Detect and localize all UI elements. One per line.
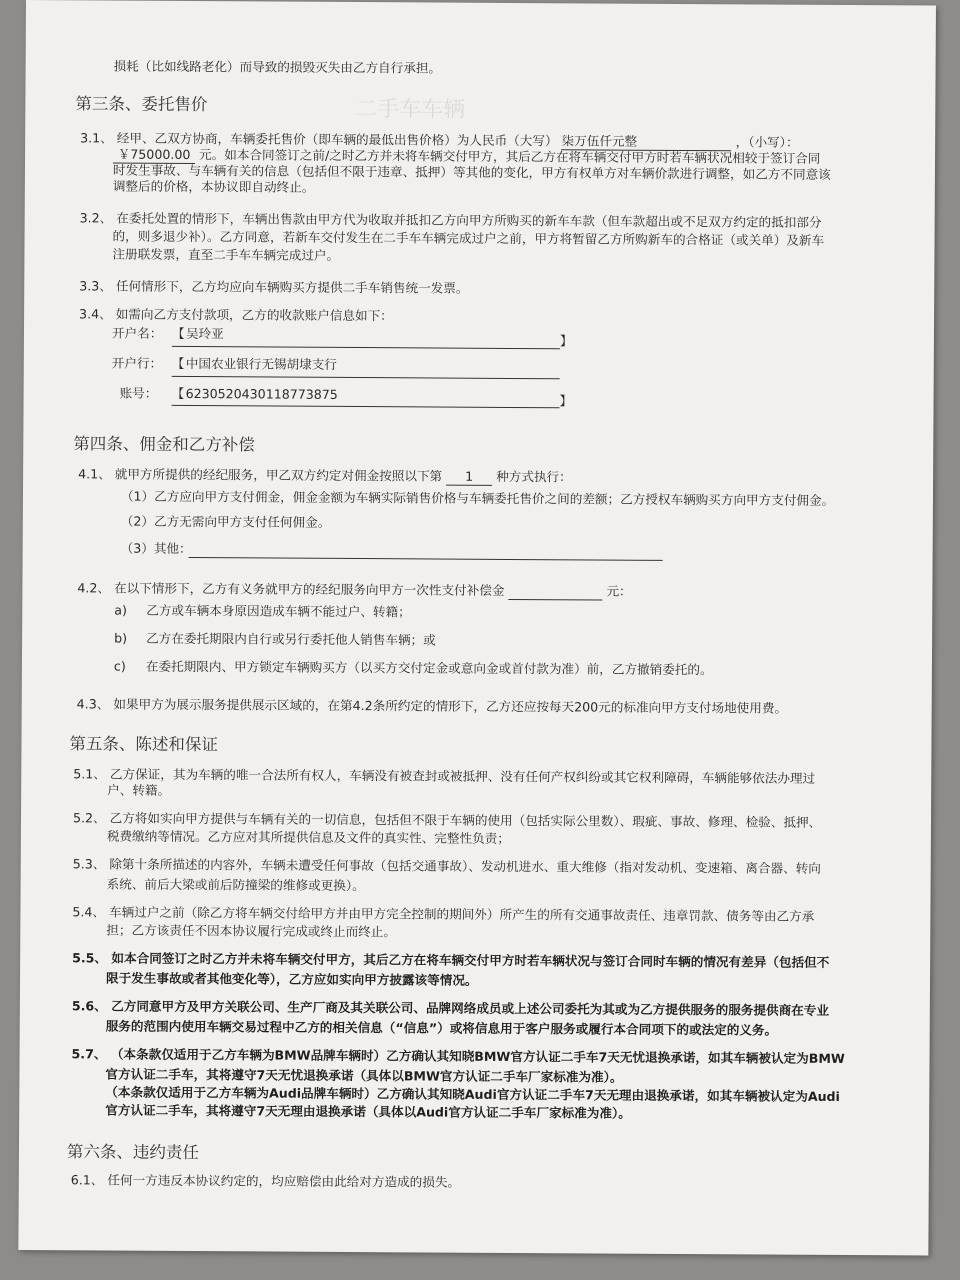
clause-5-4-line-2: 担；乙方该责任不因本协议履行完成或终止而终止。 <box>106 922 397 940</box>
bank-underline <box>172 376 560 379</box>
clause-text: 乙方保证，其为车辆的唯一合法所有权人，车辆没有被查封或被抵押、没有任何产权纠纷或其它权利障碍，车辆能够依法办理过 <box>109 766 816 786</box>
account-no-underline <box>172 405 560 408</box>
item-label: c) <box>113 658 126 674</box>
clause-5-6 <box>72 998 829 1019</box>
commission-method-field[interactable]: 1 <box>446 469 492 486</box>
clause-text: 乙方同意甲方及甲方关联公司、生产厂商及其关联公司、品牌网络成员或上述公司委托为其或为乙方提供服务的服务提供商在专业 <box>111 998 830 1018</box>
account-no-value[interactable]: 6230520430118773875 <box>185 385 338 402</box>
clause-text: 除第十条所描述的内容外，车辆未遭受任何事故（包括交通事故）、发动机进水、重大维修（指对发动机、变速箱、离合器、转向 <box>109 856 821 876</box>
open-bracket: 【 <box>171 355 185 371</box>
clause-text: 在以下情形下，乙方有义务就甲方的经纪服务向甲方一次性支付补偿金 <box>114 580 505 598</box>
clause-number: 3.3、 <box>79 278 112 294</box>
clause-number: 6.1、 <box>70 1172 104 1188</box>
clause-number: 3.2、 <box>79 210 113 226</box>
bank-value[interactable]: 中国农业银行无锡胡埭支行 <box>185 355 337 372</box>
compensation-amount-field[interactable] <box>508 583 602 601</box>
clause-text: 乙方将如实向甲方提供与车辆有关的一切信息，包括但不限于车辆的使用（包括实际公里数）、瑕疵、事故、修理、检验、抵押、 <box>109 810 822 830</box>
clause-number: 5.2、 <box>72 810 106 826</box>
article-4-title: 第四条、佣金和乙方补偿 <box>73 434 255 455</box>
clause-5-7 <box>72 1046 845 1067</box>
clause-text: 车辆过户之前（除乙方将车辆交付给甲方并由甲方完全控制的期间外）所产生的所有交通事故责任、违章罚款、债务等由乙方承 <box>109 904 815 924</box>
bank-label: 开户行： <box>111 355 163 371</box>
clause-number: 5.5、 <box>72 950 108 966</box>
clause-6-1 <box>71 1172 460 1190</box>
item-text: 乙方或车辆本身原因造成车辆不能过户、转籍； <box>146 602 411 620</box>
clause-number: 4.1、 <box>78 466 111 482</box>
clause-text: 元： <box>606 583 632 599</box>
clause-text: 元。如本合同签订之前/之时乙方并未将车辆交付甲方，其后乙方在将车辆交付甲方时若车辆状况相较于签订合同 <box>199 147 821 166</box>
clause-text: ，（小写）： <box>735 134 799 150</box>
clause-5-5-line-2: 限于发生事故或者其他变化等），乙方应如实向甲方披露该等情况。 <box>105 970 478 988</box>
clause-number: 4.2、 <box>77 580 111 596</box>
clause-5-6-line-2: 服务的范围内使用车辆交易过程中乙方的相关信息（“信息”）或将信息用于客户服务或履行本合同项下的或法定的义务。 <box>105 1018 778 1038</box>
contract-page <box>18 0 936 1256</box>
account-name-label: 开户名： <box>111 325 163 341</box>
clause-5-2 <box>73 810 821 831</box>
clause-number: 4.3、 <box>76 696 110 712</box>
clause-text: 如本合同签订之时乙方并未将车辆交付甲方，其后乙方在将车辆交付甲方时若车辆状况与签订合同时车辆的情况有差异（包括但不 <box>111 950 830 970</box>
clause-5-2-line-2: 税费缴纳等情况。乙方应对其所提供信息及文件的真实性、完整性负责； <box>106 828 510 846</box>
amount-number-field[interactable]: ￥75000.00 <box>113 147 195 165</box>
item-label: a) <box>114 602 127 618</box>
clause-number: 5.7、 <box>71 1046 107 1062</box>
clause-number: 5.1、 <box>73 766 106 782</box>
account-no-label: 账号： <box>119 385 158 401</box>
clause-5-7-line-4: 官方认证二手车，其将遵守7天无理由退换承诺（具体以Audi官方认证二手车厂家标准为准）。 <box>105 1102 631 1121</box>
clause-5-5 <box>72 950 829 971</box>
clause-3-2-line-3: 注册联发票，直至二手车车辆完成过户。 <box>112 246 340 263</box>
commission-option-3: （3）其他： <box>120 540 192 557</box>
clause-5-1 <box>73 766 815 787</box>
clause-3-2 <box>80 210 822 231</box>
intro-line: 损耗（比如线路老化）而导致的损毁灭失由乙方自行承担。 <box>113 58 442 76</box>
clause-5-3 <box>73 856 821 877</box>
clause-number: 3.1、 <box>80 130 113 146</box>
clause-5-3-line-2: 系统、前后大梁或前后防撞梁的维修或更换）。 <box>106 876 365 894</box>
clause-text: 就甲方所提供的经纪服务，甲乙双方约定对佣金按照以下第 <box>114 466 443 484</box>
close-bracket: 】 <box>559 333 573 349</box>
clause-text: 经甲、乙双方协商，车辆委托售价（即车辆的最低出售价格）为人民币（大写） <box>116 130 558 149</box>
clause-5-1-line-2: 户、转籍。 <box>107 782 171 798</box>
clause-3-3 <box>79 278 468 296</box>
clause-number: 3.4、 <box>79 306 112 322</box>
article-6-title: 第六条、违约责任 <box>66 1142 200 1163</box>
item-label: b) <box>114 630 128 646</box>
commission-option-1: （1）乙方应向甲方支付佣金，佣金金额为车辆实际销售价格与车辆委托售价之间的差额；乙方授权车辆购买方向甲方支付佣金。 <box>120 488 835 508</box>
clause-4-1 <box>78 466 572 486</box>
clause-5-7-line-3: （本条款仅适用于乙方车辆为Audi品牌车辆时）乙方确认其知晓Audi官方认证二手车7天无理由退换承诺，如其车辆被认定为Audi <box>105 1084 840 1104</box>
open-bracket: 【 <box>171 385 185 401</box>
article-3-title: 第三条、委托售价 <box>75 94 208 115</box>
article-5-title: 第五条、陈述和保证 <box>69 734 219 755</box>
close-bracket: 】 <box>559 393 573 409</box>
clause-number: 5.4、 <box>72 904 106 920</box>
item-text: 乙方在委托期限内自行或另行委托他人销售车辆；或 <box>146 630 436 648</box>
account-name-underline <box>172 346 560 349</box>
clause-number: 5.3、 <box>72 856 106 872</box>
other-option-underline[interactable] <box>189 557 663 561</box>
clause-text: 任何情形下，乙方均应向车辆购买方提供二手车销售统一发票。 <box>115 278 469 296</box>
amount-words-field[interactable]: 柒万伍仟元整 <box>562 133 732 151</box>
clause-text: 如果甲方为展示服务提供展示区域的，在第4.2条所约定的情形下，乙方还应按每天200元的标准向甲方支付场地使用费。 <box>113 696 788 716</box>
clause-3-4 <box>79 306 393 324</box>
clause-5-4 <box>72 904 814 925</box>
open-bracket: 【 <box>171 325 185 341</box>
clause-5-7-line-2: 官方认证二手车，其将遵守7天无忧退换承诺（具体以BMW官方认证二手车厂家标准为准）。 <box>105 1066 623 1085</box>
clause-number: 5.6、 <box>71 998 107 1014</box>
item-text: 在委托期限内、甲方锁定车辆购买方（以买方交付定金或意向金或首付款为准）前，乙方撤销委托的。 <box>145 658 713 678</box>
clause-3-2-line-2: 的，则多退少补）。乙方同意，若新车交付发生在二手车车辆完成过户之前，甲方将暂留乙方所购新车的合格证（或关单）及新车 <box>112 228 825 248</box>
clause-3-1-line-4: 调整后的价格，本协议即自动终止。 <box>112 178 315 195</box>
commission-option-2: （2）乙方无需向甲方支付任何佣金。 <box>120 513 331 530</box>
clause-4-2 <box>77 580 631 600</box>
account-name-value[interactable]: 吴玲亚 <box>185 325 224 342</box>
clause-text: 任何一方违反本协议约定的，均应赔偿由此给对方造成的损失。 <box>107 1172 461 1190</box>
clause-text: （本条款仅适用于乙方车辆为BMW品牌车辆时）乙方确认其知晓BMW官方认证二手车7天无忧退换承诺，如其车辆被认定为BMW <box>110 1046 845 1067</box>
clause-text: 种方式执行： <box>496 468 572 485</box>
clause-text: 在委托处置的情形下，车辆出售款由甲方代为收取并抵扣乙方向甲方所购买的新车车款（但车款超出或不足双方约定的抵扣部分 <box>116 210 822 230</box>
clause-4-3 <box>77 696 787 716</box>
clause-text: 如需向乙方支付款项，乙方的收款账户信息如下： <box>115 306 393 324</box>
bleed-through-text: 二手车车辆 <box>355 97 466 123</box>
clause-3-1-line-3: 时发生事故、与车辆有关的信息（包括但不限于违章、抵押）等其他的变化，甲方有权单方对车辆价款进行调整，如乙方不同意该 <box>112 162 831 182</box>
